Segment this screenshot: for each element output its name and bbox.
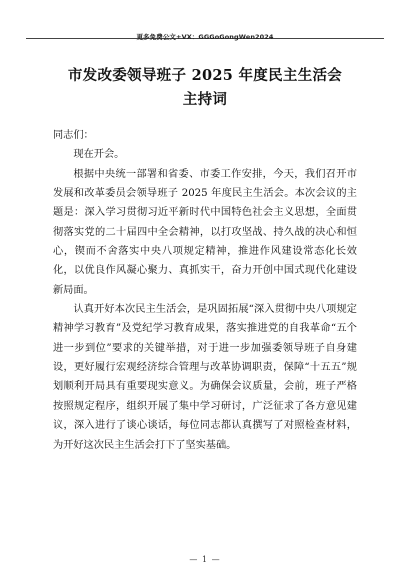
paragraph-background: 根据中央统一部署和省委、市委工作安排，今天，我们召开市发展和改革委员会领导班子 2025 年度民主生活会。本次会议的主题是：深入学习贯彻习近平新时代中国特色社会主义思想，全面贯彻落实党的二十届四中全会精神，以打攻坚战、持久战的决心和恒心，锲而不舍落实中央八项规定精神，推进作风建设常态化长效化，以优良作风凝心聚力、真抓实干，奋力开创中国式现代化建设新局面。 <box>53 168 357 296</box>
header-text: 更多免费公文+VX：GGGoGongWen2024 <box>136 33 274 41</box>
page-number: — 1 — <box>189 555 221 564</box>
paragraph-significance: 认真开好本次民主生活会，是巩固拓展“深入贯彻中央八项规定精神学习教育”及党纪学习教育成果，落实推进党的自我革命“五个进一步到位”要求的关键举措，对于进一步加强委领导班子自身建设，更好履行宏观经济综合管理与改革协调职责，保障“十五五”规划顺利开局具有重要现实意义。为确保会议质量，会前，班子严格按照规定程序，组织开展了集中学习研讨，广泛征求了各方意见建议，深入进行了谈心谈话，每位同志都认真撰写了对照检查材料，为开好这次民主生活会打下了坚实基础。 <box>53 304 357 451</box>
title-line-1: 市发改委领导班子 2025 年度民主生活会 <box>67 67 343 84</box>
salutation: 同志们： <box>53 130 94 141</box>
document-title <box>30 64 380 112</box>
document-body <box>53 126 357 455</box>
page-header <box>26 24 384 39</box>
paragraph-opening: 现在开会。 <box>73 149 125 161</box>
title-line-2: 主持词 <box>182 91 228 108</box>
